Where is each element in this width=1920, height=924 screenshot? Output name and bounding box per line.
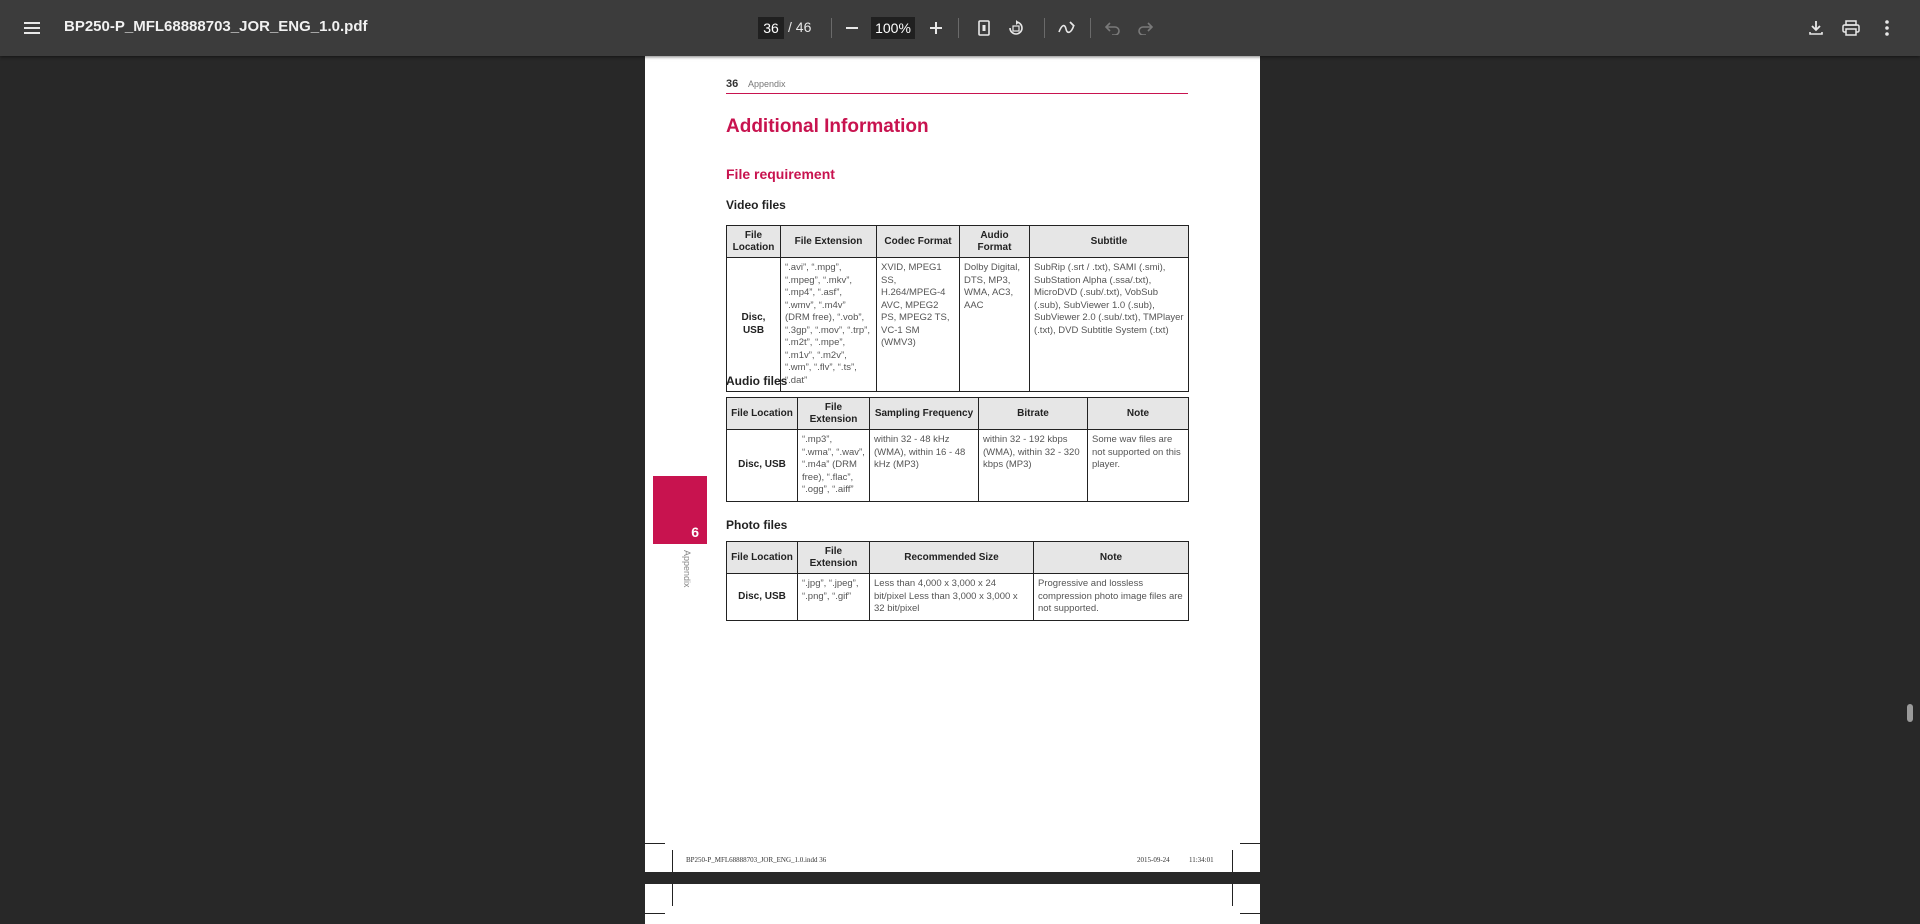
scrollbar-thumb[interactable]: [1907, 704, 1913, 722]
table-cell: “.jpg”, “.jpeg”, “.png”, “.gif”: [798, 574, 870, 621]
video-files-heading: Video files: [726, 198, 786, 212]
crop-mark: [1232, 884, 1233, 906]
page-number-input[interactable]: [758, 17, 784, 39]
fit-page-icon[interactable]: [968, 12, 1000, 44]
print-icon[interactable]: [1835, 12, 1867, 44]
page-number: 36: [726, 78, 739, 90]
section-title: File requirement: [726, 166, 835, 182]
chapter-label: Appendix: [682, 550, 692, 588]
footer-date: 2015-09-24: [1137, 856, 1170, 864]
column-header: File Location: [727, 226, 781, 258]
crop-mark: [672, 884, 673, 906]
column-header: Recommended Size: [870, 542, 1034, 574]
redo-icon[interactable]: [1129, 12, 1161, 44]
column-header: Note: [1034, 542, 1189, 574]
column-header: File Extension: [798, 398, 870, 430]
menu-icon[interactable]: [16, 12, 48, 44]
video-files-table: [726, 225, 1189, 392]
toolbar-divider: [958, 18, 959, 38]
running-head: [726, 78, 1188, 94]
footer-filename: BP250-P_MFL68888703_JOR_ENG_1.0.indd 36: [686, 856, 827, 864]
audio-files-table: [726, 397, 1189, 502]
column-header: Audio Format: [960, 226, 1030, 258]
undo-icon[interactable]: [1097, 12, 1129, 44]
table-cell: within 32 - 48 kHz (WMA), within 16 - 48 kHz (MP3): [870, 430, 979, 502]
column-header: Bitrate: [979, 398, 1088, 430]
table-cell: within 32 - 192 kbps (WMA), within 32 - 320 kbps (MP3): [979, 430, 1088, 502]
table-cell: “.mp3”, “.wma”, “.wav”, “.m4a” (DRM free), “.flac”, “.ogg”, “.aiff”: [798, 430, 870, 502]
rotate-icon[interactable]: [1000, 12, 1032, 44]
column-header: File Extension: [781, 226, 877, 258]
table-cell: Dolby Digital, DTS, MP3, WMA, AC3, AAC: [960, 258, 1030, 392]
table-cell: Disc, USB: [727, 430, 798, 502]
draw-icon[interactable]: [1051, 12, 1083, 44]
table-cell: XVID, MPEG1 SS, H.264/MPEG-4 AVC, MPEG2 PS, MPEG2 TS, VC-1 SM (WMV3): [877, 258, 960, 392]
table-cell: SubRip (.srt / .txt), SAMI (.smi), SubStation Alpha (.ssa/.txt), MicroDVD (.sub/.txt), VobSub (.sub), SubViewer 1.0 (.sub), SubViewer 2.0 (.sub/.txt), TMPlayer (.txt), DVD Subtitle System (.txt): [1030, 258, 1189, 392]
table-cell: Disc, USB: [727, 258, 781, 392]
crop-mark: [672, 850, 673, 872]
chapter-number: 6: [691, 524, 699, 540]
crop-mark: [645, 913, 665, 914]
table-cell: Some wav files are not supported on this player.: [1088, 430, 1189, 502]
more-icon[interactable]: [1871, 12, 1903, 44]
document-title: BP250-P_MFL68888703_JOR_ENG_1.0.pdf: [64, 18, 368, 35]
chapter-tab: [653, 476, 707, 544]
column-header: File Location: [727, 398, 798, 430]
download-icon[interactable]: [1800, 12, 1832, 44]
zoom-out-icon[interactable]: [836, 12, 868, 44]
crop-mark: [1240, 843, 1260, 844]
audio-files-heading: Audio files: [726, 374, 788, 388]
page-total: / 46: [788, 19, 812, 35]
crop-mark: [645, 843, 665, 844]
zoom-in-icon[interactable]: [920, 12, 952, 44]
table-cell: Disc, USB: [727, 574, 798, 621]
column-header: File Location: [727, 542, 798, 574]
photo-files-heading: Photo files: [726, 518, 788, 532]
column-header: Sampling Frequency: [870, 398, 979, 430]
table-cell: “.avi”, “.mpg”, “.mpeg”, “.mkv”, “.mp4”, “.asf”, “.wmv”, “.m4v” (DRM free), “.vob”, “.3gp”, “.mov”, “.trp”, “.m2t”, “.mpe”, “.m1v”, “.m2v”, “.wm”, “.flv”, “.ts”, “.dat”: [781, 258, 877, 392]
crop-mark: [1240, 913, 1260, 914]
pdf-toolbar: [0, 0, 1920, 56]
running-head-label: Appendix: [748, 79, 786, 89]
next-pdf-page: [645, 884, 1260, 924]
column-header: Note: [1088, 398, 1189, 430]
page-title: Additional Information: [726, 116, 929, 137]
toolbar-divider: [1090, 18, 1091, 38]
toolbar-divider: [1044, 18, 1045, 38]
footer-time: 11:34:01: [1189, 856, 1214, 864]
column-header: File Extension: [798, 542, 870, 574]
table-cell: Progressive and lossless compression photo image files are not supported.: [1034, 574, 1189, 621]
zoom-level-input[interactable]: [871, 17, 915, 39]
column-header: Codec Format: [877, 226, 960, 258]
photo-files-table: [726, 541, 1189, 621]
column-header: Subtitle: [1030, 226, 1189, 258]
table-cell: Less than 4,000 x 3,000 x 24 bit/pixel Less than 3,000 x 3,000 x 32 bit/pixel: [870, 574, 1034, 621]
crop-mark: [1232, 850, 1233, 872]
pdf-page: [645, 56, 1260, 872]
toolbar-divider: [831, 18, 832, 38]
